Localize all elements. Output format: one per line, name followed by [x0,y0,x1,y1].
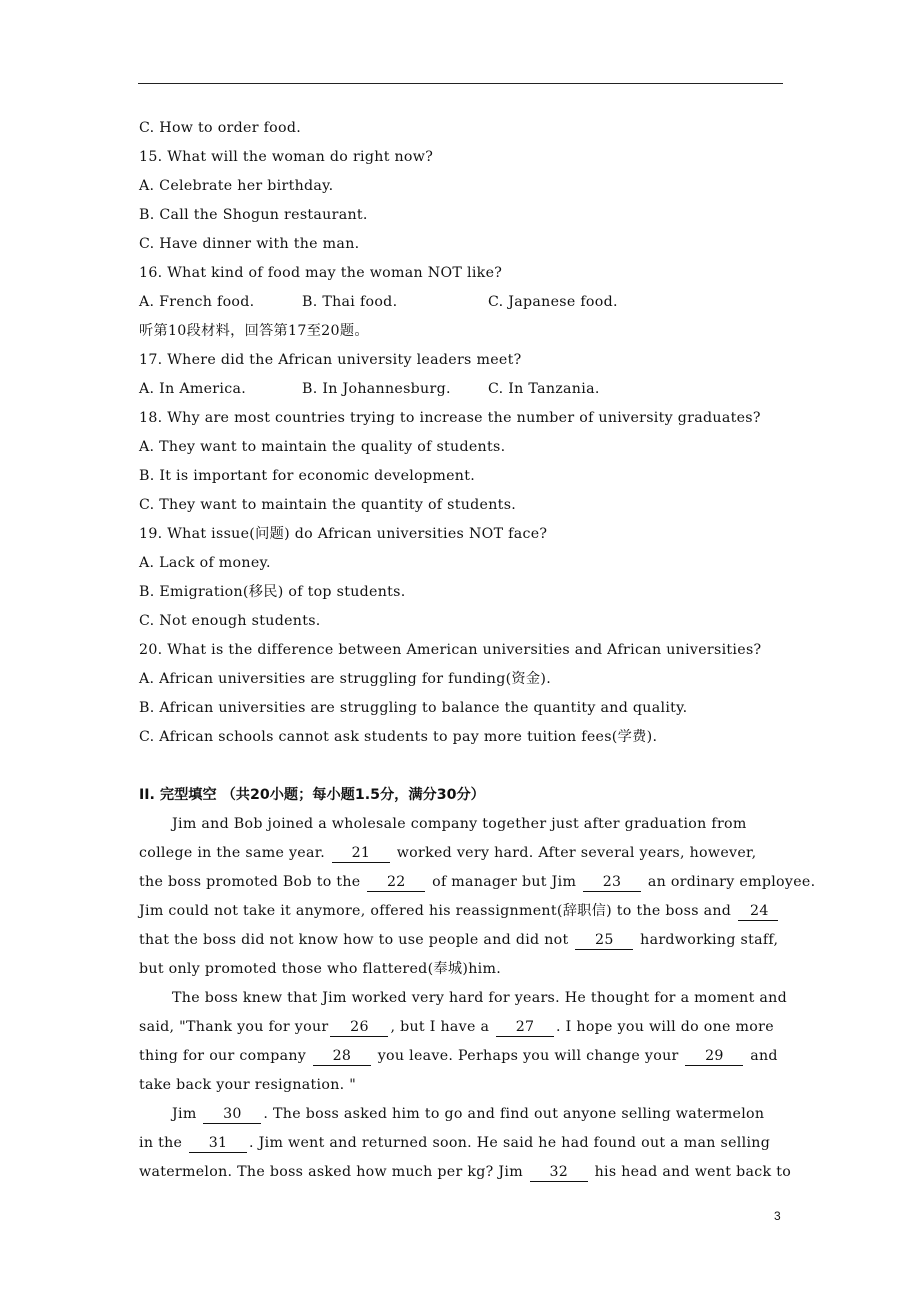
cloze-line [139,1158,792,1187]
cloze-line [139,897,789,926]
cloze-line [139,1042,789,1071]
exam-page-content [139,114,816,1187]
cloze-text: that the boss did not know how to use people and did not [139,932,574,948]
cloze-blank[interactable]: 26 [330,1018,388,1037]
cloze-line [139,1013,789,1042]
cloze-text: college in the same year. [139,845,330,861]
cloze-text: worked very hard. After several years, however, [391,845,757,861]
cloze-blank[interactable]: 28 [313,1047,371,1066]
cloze-text: his head and went back to [589,1164,792,1180]
section-instruction: 听第10段材料，回答第17至20题。 [139,323,369,339]
cloze-line [139,810,789,839]
q17-option-c: C. In Tanzania. [488,381,600,397]
q17-option-a: A. In America. [139,381,247,397]
cloze-line [139,1100,789,1129]
q16-option-a: A. French food. [139,294,255,310]
question-line: B. African universities are struggling to balance the quantity and quality. [139,700,688,716]
cloze-text: , but I have a [390,1019,495,1035]
cloze-text: in the [139,1135,188,1151]
question-line: C. African schools cannot ask students to pay more tuition fees(学费). [139,729,658,745]
header-rule [138,83,783,84]
cloze-blank[interactable]: 30 [203,1105,261,1124]
cloze-text: Jim could not take it anymore, offered his reassignment(辞职信) to the boss and [139,903,736,919]
cloze-blank[interactable]: 32 [530,1163,588,1182]
cloze-line [139,984,789,1013]
cloze-blank[interactable]: 29 [685,1047,743,1066]
question-line: A. Celebrate her birthday. [139,178,334,194]
question-line: A. They want to maintain the quality of students. [139,439,506,455]
listening-questions-14-16 [139,114,789,288]
question-line: C. How to order food. [139,120,302,136]
q16-option-c: C. Japanese food. [488,294,618,310]
cloze-text: but only promoted those who flattered(奉城)him. [139,961,502,977]
cloze-text: and [745,1048,778,1064]
cloze-blank[interactable]: 27 [496,1018,554,1037]
cloze-passage [139,810,816,1187]
cloze-line [139,1129,789,1158]
cloze-line [139,868,816,897]
cloze-blank[interactable]: 25 [575,931,633,950]
cloze-text: hardworking staff, [635,932,779,948]
question-line: 18. Why are most countries trying to increase the number of university graduates? [139,410,761,426]
question-line: A. African universities are struggling for funding(资金). [139,671,552,687]
q16-options [139,288,789,317]
cloze-line [139,839,789,868]
cloze-text: the boss promoted Bob to the [139,874,366,890]
cloze-line [139,926,789,955]
question-line: B. Emigration(移民) of top students. [139,584,406,600]
cloze-blank[interactable]: 24 [738,902,778,921]
cloze-text: Jim and Bob joined a wholesale company together just after graduation from [172,816,747,832]
cloze-text: . Jim went and returned soon. He said he had found out a man selling [249,1135,771,1151]
cloze-line [139,955,789,984]
question-line: 15. What will the woman do right now? [139,149,434,165]
cloze-text: . The boss asked him to go and find out anyone selling watermelon [263,1106,765,1122]
question-line: B. Call the Shogun restaurant. [139,207,368,223]
question-line: C. Not enough students. [139,613,321,629]
question-line: A. Lack of money. [139,555,271,571]
question-line: C. Have dinner with the man. [139,236,360,252]
page-number: 3 [774,1209,781,1223]
section-gap [139,752,789,781]
cloze-text: take back your resignation. " [139,1077,357,1093]
question-line: B. It is important for economic development. [139,468,476,484]
q17-question: 17. Where did the African university leaders meet? [139,352,522,368]
cloze-blank[interactable]: 23 [583,873,641,892]
cloze-text: of manager but Jim [427,874,582,890]
cloze-text: you leave. Perhaps you will change your [372,1048,684,1064]
q17-option-b: B. In Johannesburg. [302,381,451,397]
cloze-text: said, "Thank you for your [139,1019,329,1035]
cloze-blank[interactable]: 22 [367,873,425,892]
cloze-line [139,1071,789,1100]
question-line: 16. What kind of food may the woman NOT like? [139,265,503,281]
cloze-text: Jim [172,1106,202,1122]
question-line: 20. What is the difference between American universities and African universities? [139,642,762,658]
cloze-text: The boss knew that Jim worked very hard for years. He thought for a moment and [172,990,788,1006]
cloze-text: an ordinary employee. [643,874,816,890]
cloze-text: . I hope you will do one more [556,1019,774,1035]
cloze-blank[interactable]: 31 [189,1134,247,1153]
q17-options [139,375,789,404]
cloze-text: watermelon. The boss asked how much per kg? Jim [139,1164,528,1180]
cloze-text: thing for our company [139,1048,311,1064]
q16-option-b: B. Thai food. [302,294,398,310]
cloze-section-heading: II. 完型填空 （共20小题；每小题1.5分，满分30分） [139,787,485,803]
question-line: 19. What issue(问题) do African universities NOT face? [139,526,548,542]
listening-questions-18-20 [139,404,789,752]
question-line: C. They want to maintain the quantity of students. [139,497,517,513]
cloze-blank[interactable]: 21 [332,844,390,863]
